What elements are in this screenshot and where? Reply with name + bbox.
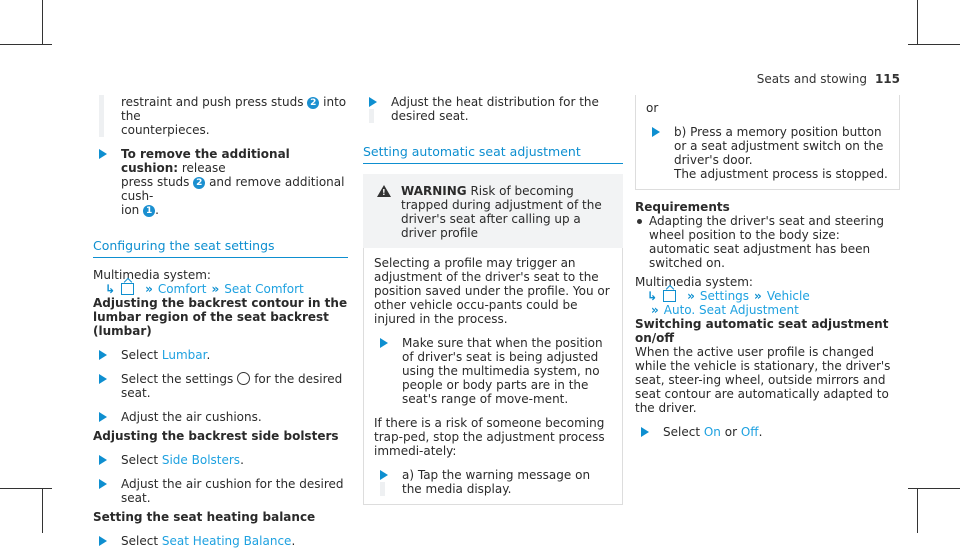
- action-arrow-icon: [99, 374, 107, 384]
- step-select-side: Select Side Bolsters.: [93, 453, 348, 467]
- heating-heading: Setting the seat heating balance: [93, 510, 316, 524]
- warning-body: Selecting a profile may trigger an adjustment of the driver's seat to the position saved under the profile. You or other vehicle occu-pants could be injured in the process. Make sure that when the position of driver's seat is being adjusted using the multimedia system, no people or body parts are in the seat's range of move-ment. If there is a risk of someone becoming trap-ped, stop the adjustment process immedi-ately: a) Tap the warning message on the media display.: [363, 248, 623, 505]
- column-1: [93, 95, 348, 548]
- crop-mark: [908, 488, 960, 489]
- bolster-heading: Adjusting the backrest side bolsters: [93, 429, 339, 443]
- step-remove-cushion: To remove the additional cushion: release press studs 2 and remove additional cush- ion 1 .: [93, 147, 348, 217]
- lumbar-heading: Adjusting the backrest contour in the lumbar region of the seat backrest (lumbar): [93, 296, 348, 338]
- action-arrow-icon: [99, 455, 107, 465]
- action-arrow-icon: [369, 97, 377, 107]
- section-title: Configuring the seat settings: [93, 239, 348, 258]
- action-arrow-icon: [641, 427, 649, 437]
- home-icon: [121, 283, 134, 295]
- section-name: Seats and stowing: [756, 72, 867, 86]
- crop-mark: [908, 44, 960, 45]
- crop-mark: [917, 0, 918, 45]
- callout-number: 2: [307, 97, 319, 109]
- nav-arrow-icon: ↳: [647, 289, 658, 303]
- step-select-heat: Select Seat Heating Balance.: [93, 534, 348, 548]
- crop-mark: [917, 488, 918, 533]
- crop-mark: [0, 44, 52, 45]
- multimedia-label: Multimedia system:: [635, 275, 753, 289]
- crop-mark: [42, 488, 43, 533]
- step-adjust-air: Adjust the air cushions.: [93, 410, 348, 424]
- column-3: [635, 95, 900, 439]
- nav-arrow-icon: ↳: [105, 282, 116, 296]
- step-press-button: b) Press a memory position button or a seat adjustment switch on the driver's door. The adjustment process is stopped.: [646, 125, 889, 181]
- switch-text: When the active user profile is changed while the vehicle is stationary, the driver's seat, steer-ing wheel, outside mirrors and seat contour are automatically adapted to the driver.: [635, 345, 891, 415]
- action-arrow-icon: [99, 479, 107, 489]
- chevron-icon: »: [754, 289, 762, 303]
- action-arrow-icon: [99, 149, 107, 159]
- switch-heading: Switching automatic seat adjustment on/off: [635, 317, 889, 345]
- nav-path: ↳ » Settings » Vehicle » Auto. Seat Adjustment: [647, 289, 810, 317]
- crop-mark: [0, 488, 52, 489]
- action-arrow-icon: [99, 350, 107, 360]
- step-select-on-off: Select On or Off.: [635, 425, 900, 439]
- action-arrow-icon: [652, 127, 660, 137]
- warning-body-continued: or b) Press a memory position button or a seat adjustment switch on the driver's door. The adjustment process is stopped.: [635, 95, 900, 190]
- requirement-item: Adapting the driver's seat and steering wheel position to the body size: automatic seat adjustment has been switched on.: [635, 214, 900, 270]
- step-continued: restraint and push press studs 2 into the counterpieces.: [93, 95, 348, 137]
- step-make-sure: Make sure that when the position of driver's seat is being adjusted using the multimedia system, no people or body parts are in the seat's range of move-ment.: [374, 336, 612, 406]
- nav-path: ↳ » Comfort » Seat Comfort: [105, 282, 304, 296]
- gear-icon: [237, 372, 250, 385]
- action-arrow-icon: [380, 338, 388, 348]
- chevron-icon: »: [687, 289, 695, 303]
- warning-header: ! WARNING Risk of becoming trapped during adjustment of the driver's seat after calling up a driver profile: [373, 184, 613, 240]
- multimedia-label: Multimedia system:: [93, 268, 211, 282]
- callout-number: 2: [193, 177, 205, 189]
- step-adjust-heat: Adjust the heat distribution for the desired seat.: [363, 95, 623, 123]
- chevron-icon: »: [145, 282, 153, 296]
- step-select-settings: Select the settings for the desired seat.: [93, 372, 348, 400]
- home-icon: [663, 290, 676, 302]
- action-arrow-icon: [380, 470, 388, 480]
- action-arrow-icon: [99, 412, 107, 422]
- action-arrow-icon: [99, 536, 107, 546]
- requirements-heading: Requirements: [635, 200, 730, 214]
- step-adjust-air-desired: Adjust the air cushion for the desired seat.: [93, 477, 348, 505]
- chevron-icon: »: [651, 303, 659, 317]
- callout-number: 1: [143, 205, 155, 217]
- step-tap-warning: a) Tap the warning message on the media display.: [374, 468, 612, 496]
- warning-title: WARNING: [401, 184, 467, 198]
- page-number: 115: [874, 72, 900, 86]
- chevron-icon: »: [211, 282, 220, 296]
- warning-icon: [377, 185, 391, 197]
- column-2: [363, 95, 623, 505]
- warning-box: [363, 174, 623, 248]
- step-select-lumbar: Select Lumbar.: [93, 348, 348, 362]
- crop-mark: [42, 0, 43, 45]
- section-title: Setting automatic seat adjustment: [363, 145, 623, 164]
- page-header: [757, 72, 900, 86]
